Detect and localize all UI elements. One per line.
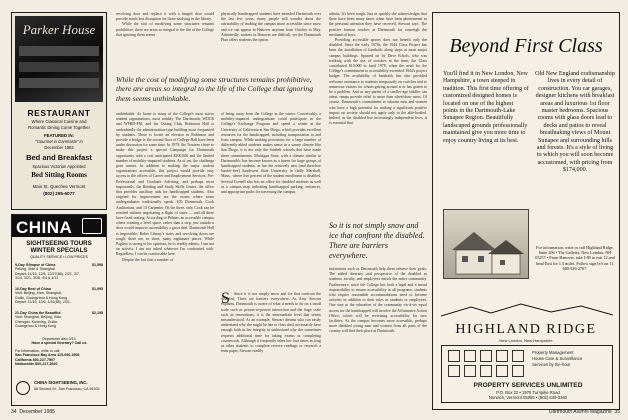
mountain-ridge-icon — [441, 303, 613, 317]
restaurant-heading: RESTAURANT — [27, 108, 91, 118]
article-column-4-body: institutions such as Dartmouth help them achieve their goals. The added diversity and perspective of the disabled as students, faculty, and employees enrich the entire community. Furthermore, since the College has both a legal and a moral responsibility to ensure accessibility in all programs, students who require reasonable accommodations need to become activists in addition to their roles as students or employees. One step in the education of the community vis-à-vis equal access for the handicapped will involve the Affirmative Action Office, which will be reviewing accessibility for new facilities. As the campus becomes more accessible, perhaps more disabled young men and women from all parts of the country will find their place at Dartmouth. — [329, 267, 427, 334]
highland-ridge-logo: HIGHLAND RIDGE New London, New Hampshire — [441, 303, 611, 337]
featured-magazine: "Gourmet in Ganmaste" in — [35, 139, 83, 144]
restaurant-tagline-1: Where Classical Cuisine and — [31, 119, 87, 124]
parker-phone: (802) 295-6077 — [43, 191, 75, 196]
car-icon — [464, 365, 476, 377]
ad-copy-left: You'll find it in New London, New Hampshire, a town steeped in tradition. This first time offering of customized designed homes is located on one of the highest points in the Dartmouth-Lake Sunapee Region. Beautifully landscaped grounds professionally maintained give you more time to enjoy country living at its best. — [443, 71, 529, 144]
china-tours-ad — [11, 214, 107, 406]
magazine-title: Dartmouth Alumni Magazine — [548, 409, 612, 415]
garden-icon — [448, 365, 460, 377]
china-headline-1: SIGHTSEEING TOURS — [26, 240, 92, 247]
parker-house-photo — [15, 16, 103, 102]
house-icon — [448, 350, 460, 362]
tour-entry: 21-Day China the Beautiful $2,195 Visit: Shanghai, Beijing, Xian, Chengdu, Kunming, Guilin, Guangzhou & Hong Kong — [15, 311, 103, 329]
china-headline-2: WINTER SPECIALS — [30, 247, 88, 254]
pull-quote-2: So it is not simply snow and ice that confront the disabled. There are barriers everywhere. — [329, 221, 425, 260]
tools-icon — [480, 350, 492, 362]
company-city: Norwich, Vermont 05055 • (802) 649-3360 — [488, 395, 568, 400]
bed-breakfast-heading: Bed and Breakfast — [26, 153, 92, 162]
ad-headline: Beyond First Class — [449, 35, 603, 57]
featured-label: FEATURED IN: — [44, 133, 74, 138]
article-column-3-body: of being away from the College in the winter. Conceivably, a mobility-impaired undergraduate could participate in the College's Exchange Program and spend a winter at the University of California at San Diego, which provides excellent resources for the handicapped, including transportation to and from campus. While making provisions for a large number of differently-abled students makes sense in a sunny climate like San Diego, it is not only the Sunbelt schools that have made these commitments. Michigan State, with a climate similar to Dartmouth's, has become known as a haven for large groups of handicapped students, as has the relatively new (and therefore barrier-free) Southwest State University in chilly Marshall, Minn., where five percent of the student enrollment is disabled. Several Cornell also has an office for disabled students as well as a campus map indicating handicapped parking, entrances, and appropriate paths for traversing the campus. — [221, 112, 321, 195]
ad-copy-right: Old New England craftsmanship lives in every detail of construction. You car garages, designer kitchens with breakfast areas and luxurious 1st floor master bedrooms. Spacious rooms with glass doors lead to decks and patios to reveal breathtaking views of Mount Sunapee and surrounding hills and forests. It's a style of living to which you will soon become accustomed, with pricing from $174,000. — [535, 71, 615, 174]
house-drawing-icon — [444, 210, 530, 280]
issue-date: December 1985 — [19, 409, 55, 415]
bed-breakfast-sub: Spacious Victorian Appointed — [32, 164, 86, 169]
china-seal-icon — [16, 381, 30, 395]
china-title: CHINA — [16, 218, 73, 237]
restaurant-tagline-2: Romantic Dining Come Together — [27, 125, 91, 130]
china-footnote: Departures also 3/13 Have a special itinerary? Call us — [31, 337, 87, 346]
clock-icon — [512, 365, 524, 377]
service-item: House Care & Surveillance — [532, 356, 583, 361]
tour-entry: 16-Day Best of China $1,995 Visit: Beijing, Xian, Shanghai, Guilin, Guangzhou & Hong Kong Depart: 11/15, 12/6, 1/31(86), 2/21, — [15, 287, 103, 305]
service-item: Services by the-hour — [532, 362, 571, 367]
article-column-2-top: revolving door and replace it with a hinged door would provide much less disruption for those studying in the library. While the cost of modifying some structures remains prohibitive, there are areas so integral to the life of the College that ignoring them seems — [116, 12, 214, 37]
parker-house-logo-text: Parker House — [22, 22, 96, 37]
china-subtitle: QUALITY SERVICE • LOW PRICES — [30, 255, 88, 259]
snow-icon — [480, 365, 492, 377]
article-column-3-top: physically handicapped students have attended Dartmouth over the last few years, many people still wonder about the advisability of making the campus more accessible since snow and ice can appear in Hanover anytime from October to May. Admittedly, winters in Hanover are difficult, yet the Dartmouth Plan offers students the option — [221, 12, 321, 43]
company-address: P.O. Box 22 • 1976 Turnpike Road — [496, 390, 560, 395]
china-emblem-icon — [82, 218, 102, 234]
lamp-icon — [512, 350, 524, 362]
china-offices: For information, write or call San Francisco Bay Area 415-696-1908 California 800-227-7997 Nationwide 800-227-3920 — [15, 349, 80, 367]
featured-date: December 1983 — [44, 145, 74, 150]
pull-quote-1: While the cost of modifying some structures remains prohibitive, there are areas so integral to the life of the College that ignoring them seems unthinkable. — [116, 75, 313, 103]
china-company-address: 58 Second St., San Francisco, CA 94105 — [34, 387, 100, 391]
page-number-right: 35 — [614, 409, 620, 415]
service-item: Property Management — [532, 350, 574, 355]
services-list — [532, 350, 610, 368]
company-name: PROPERTY SERVICES UNLIMITED — [473, 382, 583, 389]
footer-right — [549, 409, 620, 415]
article-column-4-top: admits, It's been tough. Just as quickly she acknowledges that there have been many times when have been phenomenal in the personal attention they have received, Stewart says. The positive human touches at Dartmouth far outweigh the mechanical lows. Providing accessible spaces does not benefit only the disabled. Since the early 1970s, the 1944 Class Project has been the installation of handrails along steps at most major campus buildings. Spurred on by Dave Echols, who was walking with the use of crutches at the time, the Class contributed $10,000 to fund 1978, when the need for the College's commitment to accessibility exceeded 1944's project budget. The availability of handrails has also provided welcome assistance to students temporarily on crutches and to numerous visitors for whom getting around is or has gotten to be a problem. And as any parent of a stroller-age toddler can attest, ramps provide relief to more than wheelchair users. Of course, Dartmouth's commitment to educate men and women who have a high potential for making a significant positive impact on society should not apply only to the able-bodied. Indeed, as the disabled live increasingly independent lives, it is essential that — [329, 12, 427, 126]
tour-entry: 9-Day Glimpse of China $1,598 Peking, Xian & Shanghai Depart: 11/15, 12/6, 12/27(86), 2/21, 3/7, 3/14, 3/21, 3/28, 4/4 & 4/11 — [15, 263, 103, 281]
property-services-box — [441, 345, 613, 403]
key-icon — [464, 350, 476, 362]
water-icon — [496, 365, 508, 377]
lock-icon — [496, 350, 508, 362]
parker-address: Main St. Quechee Vermont — [32, 184, 86, 189]
bed-sitting-rooms: Bed Sitting Rooms — [31, 171, 87, 179]
article-column-2-body: unthinkable. As home to many of the College's most active student organizations, most notably The Dartmouth, WDCR and WFRD-FM, and the Outing Club, Robinson Hall is undoubtedly the administration-type building most frequented by students. There is locate an elevator in Robinson and provide a bridge to the second floor of College Hall have been under discussion for some time. In 1979, the Trustees chose to make this project a special Campaign for Dartmouth opportunity with a cost anticipated $200,000 and the limited number of mobility-impaired students. As of yet, the challenge goes unmet. In addition to making the major student organizations accessible, this project would provide easy access to the offices of Career and Employment Services, Pre-Professional and Graduate Advising, and perhaps most importantly, the Reading and Study Skills Center, the office that provides auxiliary aids for handicapped students. Also targeted for improvement are the rooms where some undergraduates traditionally speak, 105 Dartmouth, Cook Auditorium, and 13 Carpenter. Of the three, only Cook can be reached without negotiating a flight of stairs — and all three have fixed seating. According to Palmer, an accessible campus where creating a level space, rather than a step, just outside a door would improve accessibility a great deal. Dartmouth Hall is impossible; Baker Library's stairs and revolving doors are tough; there are, in short, many nightmare places. While Paglino is strong in his opinions, he is readily admits, I am not an activist. I am not asked whatever I'm confronted with. Regardless, I can be comfortable here. Despite the fact that a number of — [116, 112, 214, 262]
parker-house-ad — [11, 12, 107, 210]
footer-left — [11, 409, 55, 415]
page-number-left: 34 — [11, 409, 17, 415]
ad-info: For information, write or call Highland Ridge, Suite 206 • The Galleria, New London, NH 03257 • From Hanover, take I-89 to exit 12 and head East for 1.5 miles. Follow sign left on 11. 600-526-2707. — [535, 245, 615, 271]
logo-subtitle: New London, New Hampshire — [499, 338, 553, 343]
china-company: CHINA SIGHTSEEING, INC. — [34, 380, 88, 385]
drop-cap-s: S — [221, 290, 230, 307]
highland-ridge-ad — [432, 12, 620, 410]
house-illustration — [443, 209, 529, 279]
article-column-3-body-2: Since it is not simply snow and ice that confront the disabled, There are barriers everywhere. As Amy Stewart explains, Dartmouth is aware of what it needs to do on a small scale such as person-to-person interaction and the large scale such as renovations; it is the intermediate level that seems misunderstood. As an example, Stewart dreams who can easily understand why she might be late to class don't necessarily have enough faith in her integrity to understand why she sometimes requests additional time for taking exams or completing coursework. Although it frequently takes her four times as long as other students to complete reserve readings or research a term paper, Stewart readily — [221, 292, 321, 354]
